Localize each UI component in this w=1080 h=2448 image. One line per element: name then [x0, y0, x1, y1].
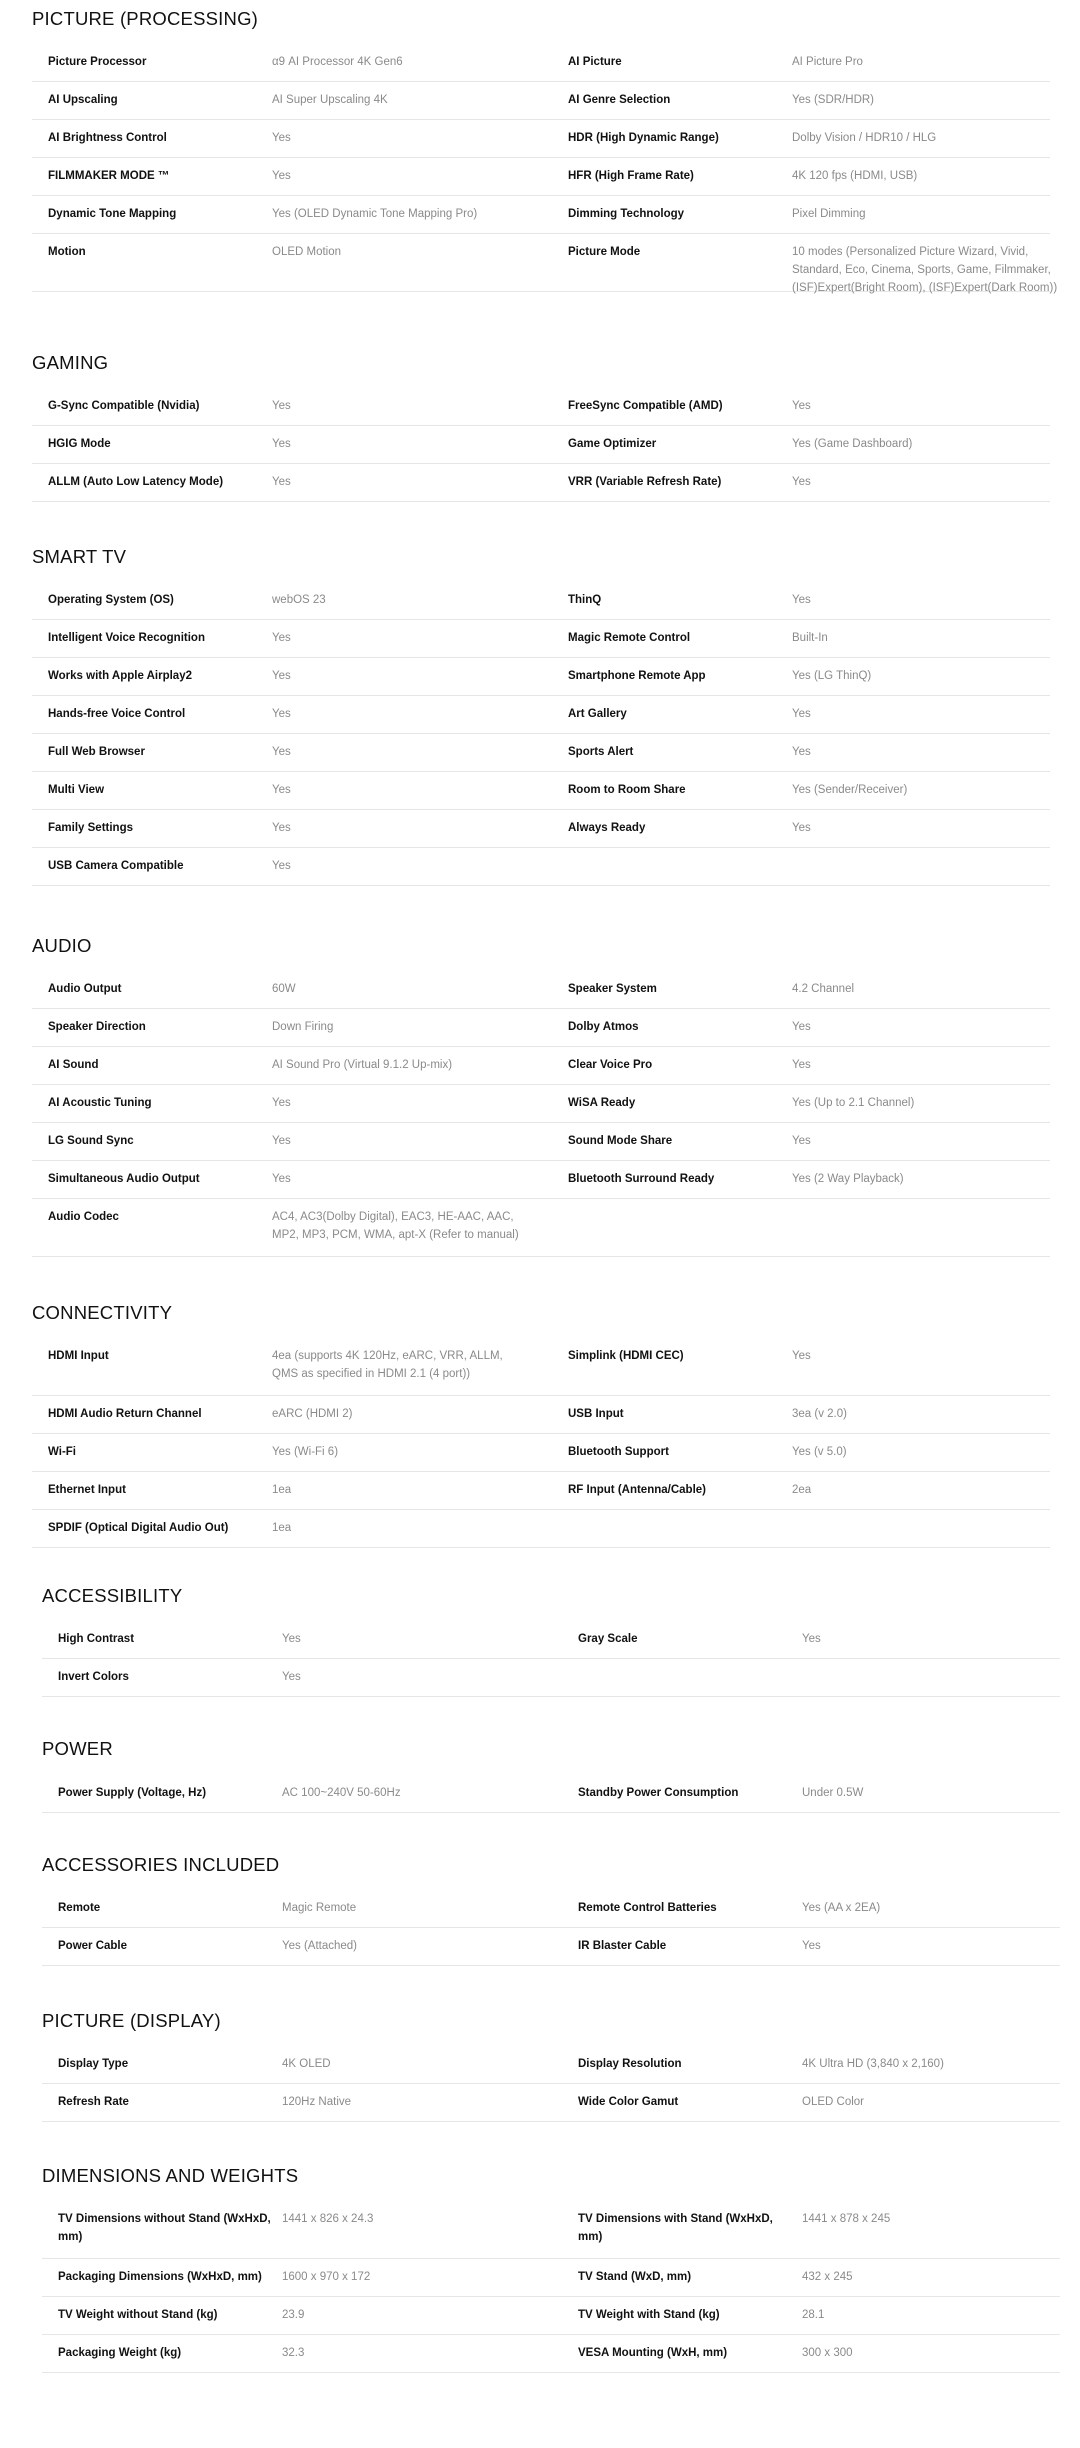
spec-value: Yes [272, 784, 291, 796]
spec-value: 120Hz Native [282, 2096, 352, 2108]
spec-value: AC4, AC3(Dolby Digital), EAC3, HE-AAC, AAC, MP2, MP3, PCM, WMA, apt-X (Refer to manual) [272, 1211, 519, 1241]
spec-value: Yes [272, 132, 291, 144]
spec-label: Speaker Direction [48, 1021, 146, 1033]
section-title: PICTURE (PROCESSING) [32, 8, 259, 29]
spec-value: Yes (Attached) [282, 1940, 358, 1952]
spec-value: 1ea [272, 1484, 292, 1496]
spec-label: VESA Mounting (WxH, mm) [578, 2347, 728, 2359]
section-title: CONNECTIVITY [32, 1302, 173, 1323]
spec-label: Packaging Dimensions (WxHxD, mm) [58, 2271, 262, 2283]
spec-value: Yes [792, 708, 811, 720]
spec-row [32, 1161, 1050, 1199]
spec-value: Yes [792, 746, 811, 758]
spec-value: Yes (AA x 2EA) [802, 1902, 881, 1914]
spec-value: 2ea [792, 1484, 812, 1496]
spec-label: Standby Power Consumption [578, 1787, 739, 1799]
spec-label: Always Ready [568, 822, 646, 834]
spec-label: Simplink (HDMI CEC) [568, 1350, 684, 1362]
spec-row [32, 810, 1050, 848]
spec-label: HFR (High Frame Rate) [568, 170, 694, 182]
spec-value: Yes [272, 170, 291, 182]
spec-row [42, 2259, 1060, 2297]
spec-row [32, 426, 1050, 464]
spec-label: Dynamic Tone Mapping [48, 208, 177, 220]
spec-value: Yes [272, 1173, 291, 1185]
spec-value: OLED Motion [272, 246, 342, 258]
spec-label: HDR (High Dynamic Range) [568, 132, 719, 144]
spec-label: Packaging Weight (kg) [58, 2347, 182, 2359]
section-title: ACCESSORIES INCLUDED [42, 1854, 280, 1875]
spec-value: Yes [802, 1633, 821, 1645]
spec-value: 32.3 [282, 2347, 305, 2359]
spec-label: Power Supply (Voltage, Hz) [58, 1787, 207, 1799]
spec-row [32, 848, 1050, 886]
spec-label: TV Dimensions without Stand (WxHxD, mm) [58, 2213, 271, 2243]
spec-label: Multi View [48, 784, 105, 796]
spec-label: Sports Alert [568, 746, 634, 758]
spec-value: AI Sound Pro (Virtual 9.1.2 Up-mix) [272, 1059, 453, 1071]
section-title: DIMENSIONS AND WEIGHTS [42, 2165, 299, 2186]
spec-row [32, 1199, 1050, 1257]
spec-label: HDMI Audio Return Channel [48, 1408, 202, 1420]
spec-row [32, 772, 1050, 810]
spec-label: TV Weight without Stand (kg) [58, 2309, 218, 2321]
spec-row [32, 158, 1050, 196]
spec-label: Remote [58, 1902, 101, 1914]
spec-value: 1ea [272, 1522, 292, 1534]
spec-row [32, 1047, 1050, 1085]
spec-value: Yes (Sender/Receiver) [792, 784, 908, 796]
spec-label: Picture Mode [568, 246, 641, 258]
spec-label: Dolby Atmos [568, 1021, 639, 1033]
spec-label: RF Input (Antenna/Cable) [568, 1484, 706, 1496]
spec-value: Yes [282, 1633, 301, 1645]
spec-value: Yes (SDR/HDR) [792, 94, 875, 106]
spec-label: Remote Control Batteries [578, 1902, 717, 1914]
spec-label: ALLM (Auto Low Latency Mode) [48, 476, 224, 488]
spec-row [32, 82, 1050, 120]
spec-label: Bluetooth Surround Ready [568, 1173, 715, 1185]
spec-label: Game Optimizer [568, 438, 657, 450]
section-title: ACCESSIBILITY [42, 1585, 183, 1606]
spec-value: AC 100~240V 50-60Hz [282, 1787, 401, 1799]
spec-value: 4.2 Channel [792, 983, 855, 995]
spec-row [42, 2335, 1060, 2373]
spec-label: Picture Processor [48, 56, 147, 68]
spec-row [32, 1085, 1050, 1123]
spec-value: Down Firing [272, 1021, 334, 1033]
spec-label: Wi-Fi [48, 1446, 76, 1458]
spec-label: FreeSync Compatible (AMD) [568, 400, 723, 412]
spec-label: AI Sound [48, 1059, 99, 1071]
spec-label: Refresh Rate [58, 2096, 129, 2108]
spec-label: Dimming Technology [568, 208, 685, 220]
section-title: POWER [42, 1738, 113, 1759]
section-title: PICTURE (DISPLAY) [42, 2010, 221, 2031]
spec-value: Yes (OLED Dynamic Tone Mapping Pro) [272, 208, 478, 220]
spec-value: webOS 23 [272, 594, 326, 606]
section-title: SMART TV [32, 546, 127, 567]
spec-row [32, 196, 1050, 234]
spec-value: Yes [272, 822, 291, 834]
spec-label: Intelligent Voice Recognition [48, 632, 205, 644]
section-title: GAMING [32, 352, 109, 373]
spec-row [32, 120, 1050, 158]
spec-label: HGIG Mode [48, 438, 111, 450]
spec-row [32, 1009, 1050, 1047]
spec-row [32, 1472, 1050, 1510]
spec-label: Bluetooth Support [568, 1446, 669, 1458]
spec-row [42, 1928, 1060, 1966]
spec-row [32, 464, 1050, 502]
spec-value: Yes (Game Dashboard) [792, 438, 913, 450]
spec-value: Magic Remote [282, 1902, 357, 1914]
spec-value: 1441 x 826 x 24.3 [282, 2213, 374, 2225]
spec-label: AI Picture [568, 56, 622, 68]
spec-value: Yes (2 Way Playback) [792, 1173, 904, 1185]
spec-label: Display Resolution [578, 2058, 682, 2070]
spec-value: Yes [272, 708, 291, 720]
spec-value: Yes [272, 476, 291, 488]
spec-label: AI Genre Selection [568, 94, 671, 106]
spec-row [32, 696, 1050, 734]
spec-row [32, 582, 1050, 620]
spec-row [32, 1396, 1050, 1434]
spec-row [42, 1621, 1060, 1659]
spec-row [42, 2046, 1060, 2084]
spec-label: IR Blaster Cable [578, 1940, 667, 1952]
spec-value: 28.1 [802, 2309, 825, 2321]
spec-value: Yes (v 5.0) [792, 1446, 847, 1458]
spec-label: Works with Apple Airplay2 [48, 670, 192, 682]
spec-label: Wide Color Gamut [578, 2096, 679, 2108]
spec-row [32, 388, 1050, 426]
spec-label: Simultaneous Audio Output [48, 1173, 200, 1185]
spec-value: 1441 x 878 x 245 [802, 2213, 891, 2225]
spec-label: AI Acoustic Tuning [48, 1097, 152, 1109]
spec-label: Audio Codec [48, 1211, 119, 1223]
spec-value: OLED Color [802, 2096, 864, 2108]
spec-value: Dolby Vision / HDR10 / HLG [792, 132, 937, 144]
spec-label: Room to Room Share [568, 784, 686, 796]
spec-value: 23.9 [282, 2309, 305, 2321]
spec-label: G-Sync Compatible (Nvidia) [48, 400, 200, 412]
spec-row [42, 2201, 1060, 2259]
spec-value: Yes [792, 822, 811, 834]
spec-value: Yes [792, 476, 811, 488]
spec-value: Yes [792, 400, 811, 412]
spec-value: 300 x 300 [802, 2347, 853, 2359]
spec-label: AI Upscaling [48, 94, 118, 106]
spec-value: Yes [792, 594, 811, 606]
spec-label: Operating System (OS) [48, 594, 174, 606]
spec-value: 1600 x 970 x 172 [282, 2271, 371, 2283]
spec-value: Yes (LG ThinQ) [792, 670, 872, 682]
spec-row [32, 1338, 1050, 1396]
spec-label: Family Settings [48, 822, 133, 834]
spec-value: Yes (Wi-Fi 6) [272, 1446, 339, 1458]
spec-row [32, 234, 1058, 294]
spec-value: Yes [802, 1940, 821, 1952]
spec-value: Yes (Up to 2.1 Channel) [792, 1097, 915, 1109]
spec-label: TV Stand (WxD, mm) [578, 2271, 692, 2283]
spec-row [32, 1123, 1050, 1161]
spec-label: Clear Voice Pro [568, 1059, 653, 1071]
spec-label: Hands-free Voice Control [48, 708, 186, 720]
spec-value: Yes [792, 1135, 811, 1147]
spec-row [32, 44, 1050, 82]
spec-row [32, 1510, 1050, 1548]
spec-label: LG Sound Sync [48, 1135, 134, 1147]
spec-label: AI Brightness Control [48, 132, 167, 144]
spec-value: Yes [272, 400, 291, 412]
spec-row [32, 734, 1050, 772]
spec-value: α9 AI Processor 4K Gen6 [272, 56, 403, 68]
spec-label: Full Web Browser [48, 746, 145, 758]
spec-label: Sound Mode Share [568, 1135, 673, 1147]
spec-row [32, 1434, 1050, 1472]
spec-label: SPDIF (Optical Digital Audio Out) [48, 1522, 229, 1534]
spec-value: Yes [272, 860, 291, 872]
spec-row [42, 1775, 1060, 1813]
spec-label: Speaker System [568, 983, 657, 995]
spec-value: 3ea (v 2.0) [792, 1408, 847, 1420]
spec-value: 4K 120 fps (HDMI, USB) [792, 170, 918, 182]
spec-label: USB Camera Compatible [48, 860, 184, 872]
spec-label: WiSA Ready [568, 1097, 636, 1109]
spec-label: TV Dimensions with Stand (WxHxD, mm) [578, 2213, 773, 2243]
spec-row [32, 620, 1050, 658]
spec-row [32, 971, 1050, 1009]
spec-value: 4K Ultra HD (3,840 x 2,160) [802, 2058, 944, 2070]
spec-label: FILMMAKER MODE ™ [48, 170, 170, 182]
spec-label: Ethernet Input [48, 1484, 126, 1496]
spec-value: Yes [272, 746, 291, 758]
spec-value: 10 modes (Personalized Picture Wizard, Vivid, Standard, Eco, Cinema, Sports, Game, Filmmaker, (ISF)Expert(Bright Room), (ISF)Expert(Dark Room)) [792, 246, 1058, 294]
spec-value: Built-In [792, 632, 828, 644]
spec-value: 4K OLED [282, 2058, 331, 2070]
spec-label: USB Input [568, 1408, 624, 1420]
spec-row [42, 2297, 1060, 2335]
spec-label: Smartphone Remote App [568, 670, 706, 682]
spec-value: Yes [282, 1671, 301, 1683]
spec-value: Pixel Dimming [792, 208, 866, 220]
spec-label: Invert Colors [58, 1671, 129, 1683]
spec-label: Gray Scale [578, 1633, 638, 1645]
spec-row [42, 2084, 1060, 2122]
spec-value: Under 0.5W [802, 1787, 864, 1799]
spec-value: Yes [272, 632, 291, 644]
spec-label: ThinQ [568, 594, 602, 606]
spec-label: HDMI Input [48, 1350, 109, 1362]
spec-value: Yes [272, 670, 291, 682]
section-title: AUDIO [32, 935, 92, 956]
spec-value: Yes [792, 1059, 811, 1071]
spec-value: eARC (HDMI 2) [272, 1408, 353, 1420]
spec-value: Yes [792, 1021, 811, 1033]
spec-value: Yes [272, 1097, 291, 1109]
spec-value: 60W [272, 983, 296, 995]
spec-value: Yes [792, 1350, 811, 1362]
spec-label: Audio Output [48, 983, 122, 995]
spec-row [32, 658, 1050, 696]
spec-label: TV Weight with Stand (kg) [578, 2309, 720, 2321]
spec-value: AI Picture Pro [792, 56, 863, 68]
spec-label: Display Type [58, 2058, 129, 2070]
spec-row [42, 1890, 1060, 1928]
spec-value: AI Super Upscaling 4K [272, 94, 388, 106]
spec-row [42, 1659, 1060, 1697]
spec-value: Yes [272, 438, 291, 450]
spec-label: Magic Remote Control [568, 632, 691, 644]
spec-label: High Contrast [58, 1633, 135, 1645]
spec-label: VRR (Variable Refresh Rate) [568, 476, 722, 488]
spec-value: 4ea (supports 4K 120Hz, eARC, VRR, ALLM, QMS as specified in HDMI 2.1 (4 port)) [272, 1350, 503, 1380]
spec-label: Art Gallery [568, 708, 627, 720]
spec-label: Power Cable [58, 1940, 128, 1952]
spec-value: 432 x 245 [802, 2271, 853, 2283]
spec-value: Yes [272, 1135, 291, 1147]
spec-label: Motion [48, 246, 86, 258]
